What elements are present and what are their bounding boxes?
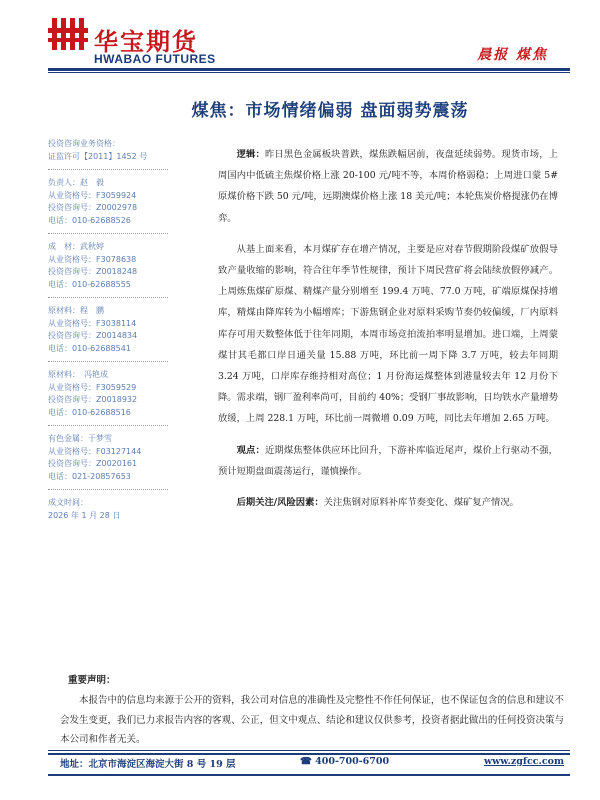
analyst-consult-id: 投资咨询号：Z0014834 (48, 331, 138, 340)
analyst-consult-id: 投资咨询号：Z0002978 (48, 203, 138, 212)
analyst-block (48, 241, 188, 298)
qualification-value: 证监许可【2011】1452 号 (48, 151, 148, 161)
analyst-phone: 电话：021-20857653 (48, 471, 131, 481)
analyst-practice-id: 从业资格号：F3059924 (48, 190, 137, 200)
analyst-phone: 电话：010-62688516 (48, 407, 131, 417)
divider (48, 425, 168, 426)
disclaimer (60, 672, 564, 750)
analyst-block (48, 369, 188, 426)
analyst-sidebar (48, 138, 188, 529)
logo-chinese-name: 华宝期货 (94, 28, 198, 56)
report-type-tag: 晨报 煤焦 (477, 47, 548, 63)
company-phone: ☎ 400-700-6700 (300, 756, 390, 767)
analyst-role: 成 材：武秋婷 (48, 242, 104, 251)
qualification-label: 投资咨询业务资格： (48, 139, 120, 148)
analyst-role: 原材料：程 鹏 (48, 306, 104, 315)
disclaimer-text: 本报告中的信息均来源于公开的资料，我公司对信息的准确性及完整性不作任何保证，也不保证包含的信息和建议不会发生变更，我们已力求报告内容的客观、公正，但文中观点、结论和建议仅供参考，投资者据此做出的任何投资决策与本公司和作者无关。 (60, 695, 564, 746)
footer (60, 756, 564, 772)
analyst-practice-id: 从业资格号：F3059529 (48, 382, 137, 392)
analyst-consult-id: 投资咨询号：Z0020161 (48, 459, 138, 468)
divider (48, 169, 168, 170)
fundamentals-paragraph: 从基上面来看，本月煤矿存在增产情况，主要是应对春节假期阶段煤矿放假导致产量收缩的影响，符合往年季节性规律，预计下周民营矿将会陆续放假停减产。上周炼焦煤矿原煤、精煤产量分别增至 199.4 万吨、77.0 万吨，矿端原煤保持增库，精煤由降库转为小幅增库；下游焦钢企业对原料采购节奏仍较偏缓，厂内原料库存可用天数整体低于往年同期，本周市场竞拍流拍率明显增加。进口端，上周蒙煤甘其毛都口岸日通关量 15.88 万吨，环比前一周下降 3.7 万吨，较去年同期 3.24 万吨，口岸库存维持相对高位；1 月份海运煤整体到港量较去年 12 月份下降。需求端，钢厂盈利率尚可，目前约 40%；受钢厂事故影响，日均铁水产量增势放缓，上周 228.1 万吨，环比前一周微增 0.09 万吨，同比去年增加 2.65 万吨。 (218, 243, 558, 425)
view-paragraph (218, 440, 558, 482)
view-text: 近期煤焦整体供应环比回升，下游补库临近尾声，煤价上行驱动不强，预计短期盘面震荡运行，谨慎操作。 (218, 444, 558, 477)
analyst-practice-id: 从业资格号：F03127144 (48, 446, 142, 456)
analyst-role: 负责人：赵 毅 (48, 178, 104, 187)
divider (48, 361, 168, 362)
analyst-role: 原材料： 冯艳成 (48, 370, 108, 379)
analyst-role: 有色金属：于梦雪 (48, 434, 112, 443)
risk-text: 关注焦钢对原料补库节奏变化、煤矿复产情况。 (323, 497, 519, 509)
analyst-practice-id: 从业资格号：F3078638 (48, 254, 137, 264)
disclaimer-title: 重要声明： (68, 675, 116, 686)
hwabao-logo-icon (48, 14, 88, 54)
date-label: 成文时间： (48, 498, 88, 507)
logic-paragraph (218, 144, 558, 229)
logo-english-name: HWABAO FUTURES (94, 52, 216, 66)
analyst-phone: 电话：010-62688526 (48, 215, 131, 225)
analyst-consult-id: 投资咨询号：Z0018248 (48, 267, 138, 276)
company-address: 地址：北京市海淀区海淀大街 8 号 19 层 (60, 759, 236, 770)
analyst-phone: 电话：010-62688555 (48, 279, 131, 289)
company-logo (48, 14, 238, 66)
view-label: 观点： (236, 444, 265, 456)
report-body (218, 144, 558, 523)
logic-text: 昨日黑色金属板块普跌，煤焦跌幅居前，夜盘延续弱势。现货市场，上周国内中低硫主焦煤价格上涨 20-100 元/吨不等，本周价格弱稳；上周进口蒙 5#原煤价格下跌 50 元/吨，远期澳煤价格上涨 18 美元/吨；本轮焦炭价格提涨仍在博弈。 (218, 149, 558, 224)
analyst-phone: 电话：010-62688541 (48, 343, 131, 353)
divider (48, 233, 168, 234)
divider (48, 297, 168, 298)
report-title: 煤焦：市场情绪偏弱 盘面弱势震荡 (191, 101, 469, 121)
footer-rule-thick (48, 753, 570, 755)
risk-label: 后期关注/风险因素： (236, 497, 324, 509)
date-block (48, 497, 188, 522)
analyst-block (48, 305, 188, 362)
header-rule-thin (48, 72, 570, 73)
footer-rule-bottom (48, 774, 570, 776)
risk-paragraph (218, 492, 558, 513)
divider (48, 489, 168, 490)
company-website-link[interactable]: www.zgfcc.com (483, 756, 564, 767)
analyst-block (48, 433, 188, 490)
footer-rule (48, 750, 570, 751)
analyst-consult-id: 投资咨询号：Z0018932 (48, 395, 138, 404)
qualification-block (48, 138, 188, 170)
analyst-block (48, 177, 188, 234)
logic-label: 逻辑： (236, 149, 265, 160)
report-date: 2026 年 1 月 28 日 (48, 510, 121, 520)
header-rule (48, 68, 570, 71)
analyst-practice-id: 从业资格号：F3038114 (48, 318, 137, 328)
